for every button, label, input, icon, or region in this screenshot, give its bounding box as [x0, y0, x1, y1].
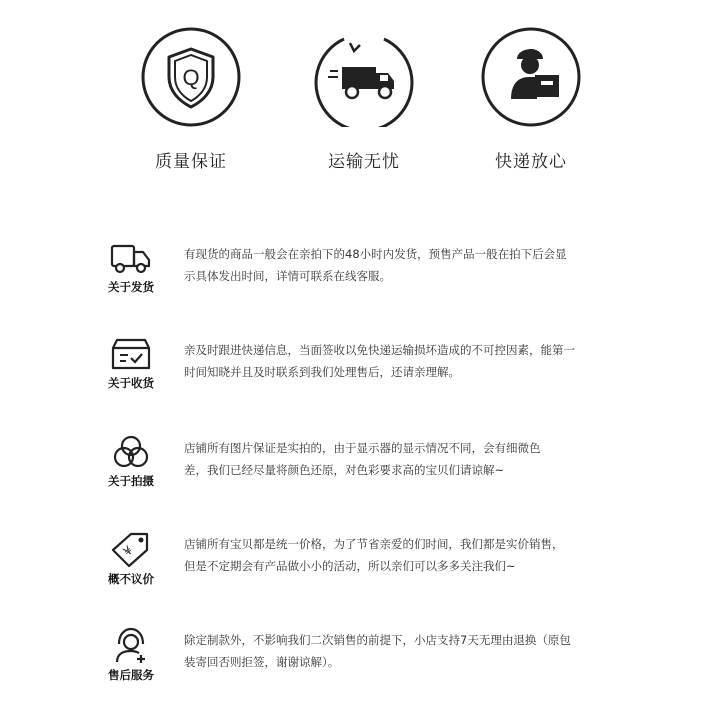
policy-text-line: 亲及时跟进快递信息，当面签收以免快递运输损坏造成的不可控因素，能第一 [184, 343, 575, 357]
policy-text [184, 629, 634, 673]
badge-reliable-courier [471, 27, 591, 172]
policy-text-line: 装寄回否则拒签，谢谢谅解）。 [184, 655, 340, 669]
policy-text-line: 差，我们已经尽量将颜色还原，对色彩要求高的宝贝们请谅解~ [184, 463, 505, 477]
badge-label: 运输无忧 [328, 152, 400, 172]
policy-title: 关于收货 [108, 376, 154, 390]
price-tag-icon [109, 530, 153, 568]
policy-text-line: 但是不定期会有产品做小小的活动，所以亲们可以多多关注我们~ [184, 559, 516, 573]
policy-text [184, 339, 634, 383]
customer-service-icon [111, 626, 151, 664]
badge-label: 快递放心 [495, 152, 567, 172]
policy-text-line: 店铺所有图片保证是实拍的，由于显示器的显示情况不同，会有细微色 [184, 441, 541, 455]
badge-worry-free-shipping [304, 27, 424, 172]
policy-after-sales [96, 626, 636, 706]
policy-text-line: 示具体发出时间，详情可联系在线客服。 [184, 269, 391, 283]
shield-q-icon [141, 27, 241, 127]
policy-title: 售后服务 [108, 668, 154, 682]
policy-text [184, 533, 634, 577]
truck-icon [110, 240, 152, 276]
policy-receiving [96, 336, 636, 416]
policy-title: 关于拍摄 [108, 474, 154, 488]
policy-icon-wrap [96, 240, 166, 295]
courier-icon [481, 27, 581, 127]
color-circles-icon [111, 434, 151, 470]
svg-text:¥: ¥ [120, 543, 136, 559]
policy-shipping [96, 240, 636, 320]
policy-title: 关于发货 [108, 280, 154, 294]
delivery-truck-icon [314, 27, 414, 127]
policy-icon-wrap [96, 530, 166, 587]
badge-quality-guarantee [131, 27, 251, 172]
policy-photography [96, 434, 636, 514]
policy-icon-wrap [96, 434, 166, 489]
policy-text [184, 437, 634, 481]
policy-text-line: 店铺所有宝贝都是统一价格，为了节省亲爱的们时间，我们都是实价销售， [184, 537, 564, 551]
policy-text [184, 243, 634, 287]
badge-label: 质量保证 [155, 152, 227, 172]
package-check-icon [111, 336, 151, 372]
policy-no-bargaining [96, 530, 636, 610]
policy-text-line: 有现货的商品一般会在亲拍下的48小时内发货，预售产品一般在拍下后会显 [184, 247, 567, 261]
policy-icon-wrap [96, 336, 166, 391]
svg-text:Q: Q [182, 65, 200, 90]
policy-text-line: 除定制款外，不影响我们二次销售的前提下，小店支持7天无理由退换（原包 [184, 633, 571, 647]
service-badges [0, 0, 704, 200]
policy-text-line: 时间知晓并且及时联系到我们处理售后，还请亲理解。 [184, 365, 460, 379]
policy-title: 概不议价 [108, 572, 154, 586]
policy-icon-wrap [96, 626, 166, 683]
